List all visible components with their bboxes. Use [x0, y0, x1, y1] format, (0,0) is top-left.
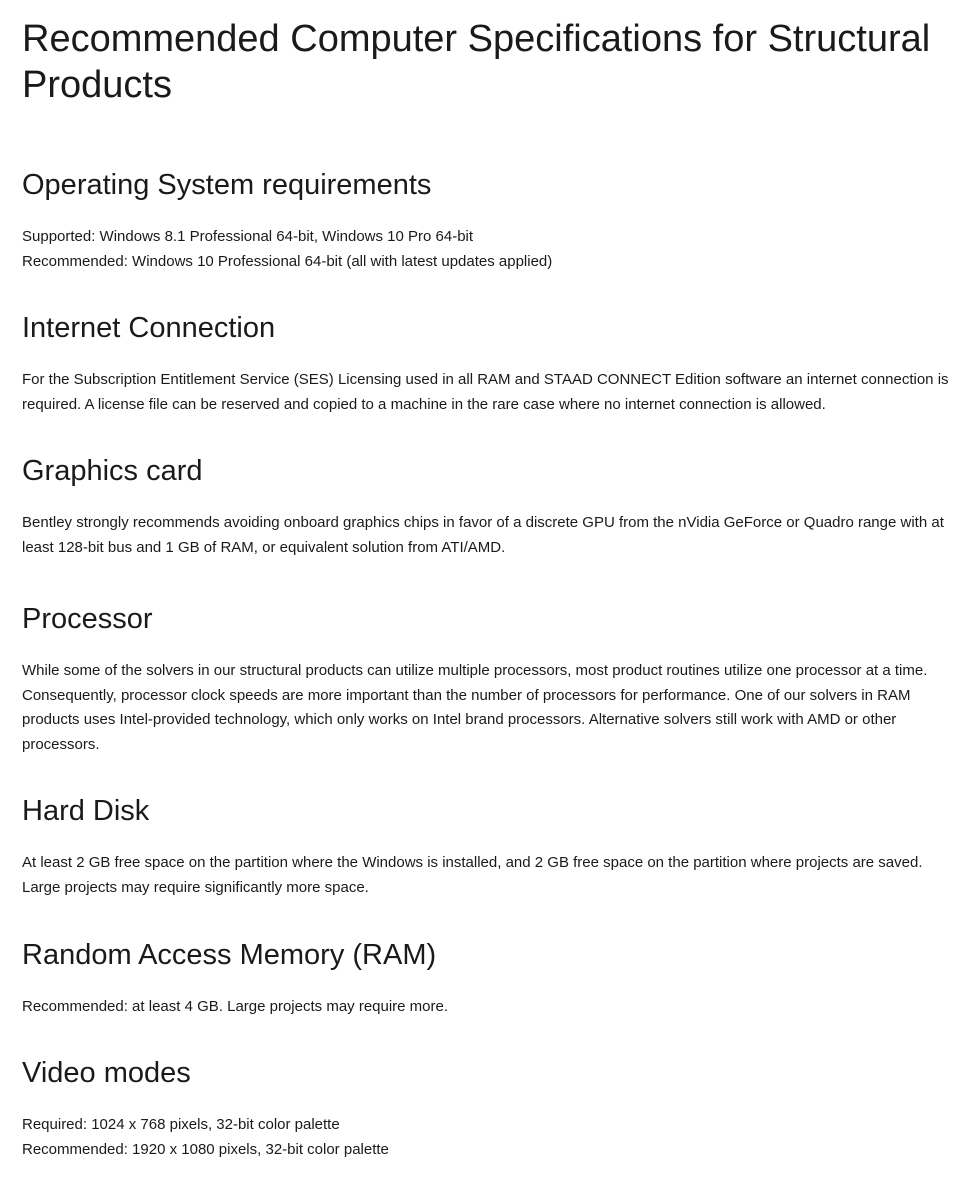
- section-processor: [22, 601, 957, 757]
- body-line: Recommended: 1920 x 1080 pixels, 32-bit color palette: [22, 1140, 389, 1158]
- section-heading: Processor: [22, 603, 153, 635]
- section-ram: [22, 937, 957, 1020]
- section-video-modes: [22, 1055, 957, 1162]
- section-heading: Random Access Memory (RAM): [22, 939, 437, 971]
- section-heading: Hard Disk: [22, 795, 150, 827]
- section-body: While some of the solvers in our structural products can utilize multiple processors, most product routines utilize one processor at a time. Consequently, processor clock speeds are more important than the number of processors for performance. One of our solvers in RAM products uses Intel-provided technology, which only works on Intel brand processors. Alternative solvers still work with AMD or other processors.: [22, 662, 928, 753]
- section-heading: Internet Connection: [22, 312, 276, 344]
- body-line: Required: 1024 x 768 pixels, 32-bit color palette: [22, 1116, 340, 1133]
- section-heading: Operating System requirements: [22, 169, 432, 201]
- section-body: Recommended: at least 4 GB. Large projects may require more.: [22, 998, 449, 1015]
- section-body: Bentley strongly recommends avoiding onboard graphics chips in favor of a discrete GPU from the nVidia GeForce or Quadro range with at least 128-bit bus and 1 GB of RAM, or equivalent solution from ATI/AMD.: [22, 514, 944, 556]
- section-body: [22, 1113, 957, 1162]
- section-body: At least 2 GB free space on the partition where the Windows is installed, and 2 GB free space on the partition where projects are saved. Large projects may require significantly more space.: [22, 854, 923, 896]
- page-title: Recommended Computer Specifications for Structural Products: [22, 18, 931, 106]
- section-body: For the Subscription Entitlement Service (SES) Licensing used in all RAM and STAAD CONNECT Edition software an internet connection is required. A license file can be reserved and copied to a machine in the rare case where no internet connection is allowed.: [22, 371, 949, 413]
- section-heading: Video modes: [22, 1057, 191, 1089]
- section-operating-system: [22, 167, 957, 274]
- section-body: [22, 225, 957, 274]
- body-line: Supported: Windows 8.1 Professional 64-bit, Windows 10 Pro 64-bit: [22, 228, 474, 245]
- section-internet-connection: [22, 310, 957, 417]
- section-graphics-card: [22, 453, 957, 560]
- section-heading: Graphics card: [22, 455, 203, 487]
- body-line: Recommended: Windows 10 Professional 64-bit (all with latest updates applied): [22, 252, 553, 270]
- section-hard-disk: [22, 793, 957, 900]
